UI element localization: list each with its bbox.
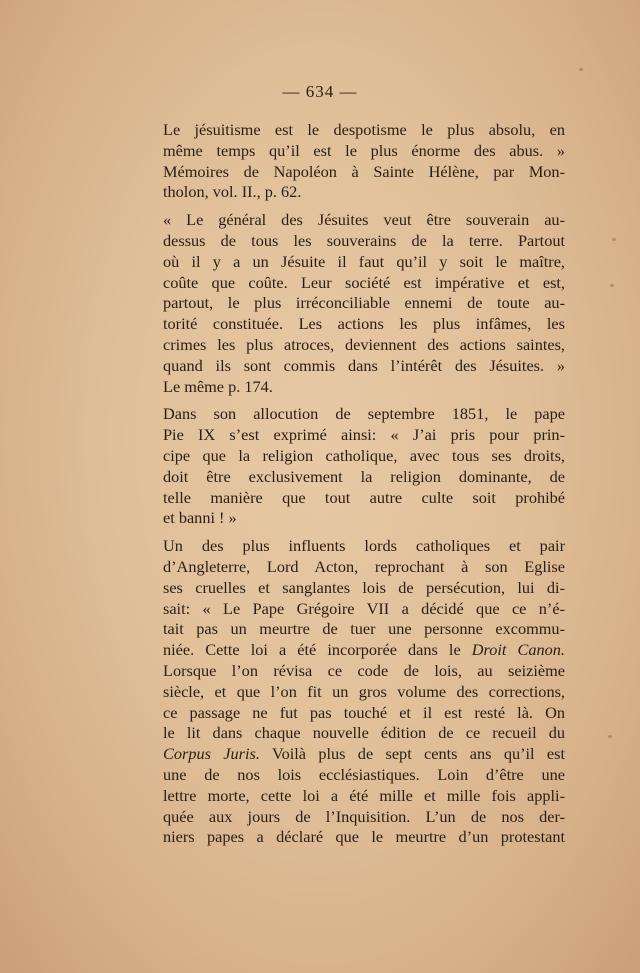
text-line: crimes les plus atroces, deviennent des actions saintes, <box>163 334 565 354</box>
text-line: cipe que la religion catholique, avec tous ses droits, <box>163 445 565 465</box>
text-line: une de nos lois ecclésiastiques. Loin d’être une <box>163 764 565 784</box>
text-line: Pie IX s’est exprimé ainsi: « J’ai pris pour prin- <box>163 425 565 445</box>
text-line: dessus de tous les souverains de la terre. Partout <box>163 230 565 250</box>
text-line: Dans son allocution de septembre 1851, le pape <box>163 404 565 424</box>
text-line: d’Angleterre, Lord Acton, reprochant à son Eglise <box>163 556 565 576</box>
italic-title-corpus-juris: Corpus Juris. <box>163 744 260 764</box>
text-line: ses cruelles et sanglantes lois de persécution, lui di- <box>163 577 565 597</box>
body-text <box>145 120 565 848</box>
italic-title-droit-canon: Droit Canon. <box>471 640 565 660</box>
text-line: tait pas un meurtre de tuer une personne excommu- <box>163 619 565 639</box>
text-line: tholon, vol. II., p. 62. <box>163 182 302 202</box>
text-line: Le même p. 174. <box>163 376 273 396</box>
text-line: sait: « Le Pape Grégoire VII a décidé que ce n’é- <box>163 598 565 618</box>
text-line: niers papes a déclaré que le meurtre d’un protestant <box>163 827 565 847</box>
paper-speck <box>610 284 614 287</box>
text-run: niée. Cette loi a été incorporée dans le <box>163 640 472 660</box>
text-line: Mémoires de Napoléon à Sainte Hélène, par Mon- <box>163 161 565 181</box>
text-run: Voilà plus de sept cents ans qu’il est <box>259 744 565 764</box>
text-line: quand ils sont commis dans l’intérêt des Jésuites. » <box>163 355 565 375</box>
text-line: « Le général des Jésuites veut être souverain au- <box>163 210 565 230</box>
paper-speck <box>608 735 612 738</box>
text-line: même temps qu’il est le plus énorme des abus. » <box>163 140 565 160</box>
text-line: Un des plus influents lords catholiques et pair <box>163 536 565 556</box>
text-line: quée aux jours de l’Inquisition. L’un de nos der- <box>163 806 565 826</box>
text-line: telle manière que tout autre culte soit prohibé <box>163 487 565 507</box>
paragraph-1 <box>145 120 565 203</box>
text-line: partout, le plus irréconciliable ennemi de toute au- <box>163 293 565 313</box>
text-line: le lit dans chaque nouvelle édition de ce recueil du <box>163 723 565 743</box>
text-line: Le jésuitisme est le despotisme le plus absolu, en <box>163 120 565 139</box>
paper-speck <box>579 68 583 71</box>
text-line: ce passage ne fut pas touché et il est resté là. On <box>163 702 565 722</box>
text-line-with-italic <box>145 640 565 661</box>
text-line: torité constituée. Les actions les plus infâmes, les <box>163 314 565 334</box>
text-line: coûte que coûte. Leur société est impérative et est, <box>163 272 565 292</box>
text-line: où il y a un Jésuite il faut qu’il y soit le maître, <box>163 251 565 271</box>
paper-speck <box>612 238 616 241</box>
text-line: doit être exclusivement la religion dominante, de <box>163 466 565 486</box>
page-number: — 634 — <box>282 82 358 101</box>
paragraph-2 <box>145 210 565 397</box>
text-line: et banni ! » <box>163 508 237 528</box>
paragraph-3 <box>145 404 565 529</box>
text-line: Lorsque l’on révisa ce code de lois, au seizième <box>163 660 565 680</box>
text-line-with-italic <box>145 744 565 765</box>
text-line: lettre morte, cette loi a été mille et mille fois appli- <box>163 785 565 805</box>
text-line: siècle, et que l’on fit un gros volume des corrections, <box>163 681 565 701</box>
paragraph-4 <box>145 536 565 848</box>
